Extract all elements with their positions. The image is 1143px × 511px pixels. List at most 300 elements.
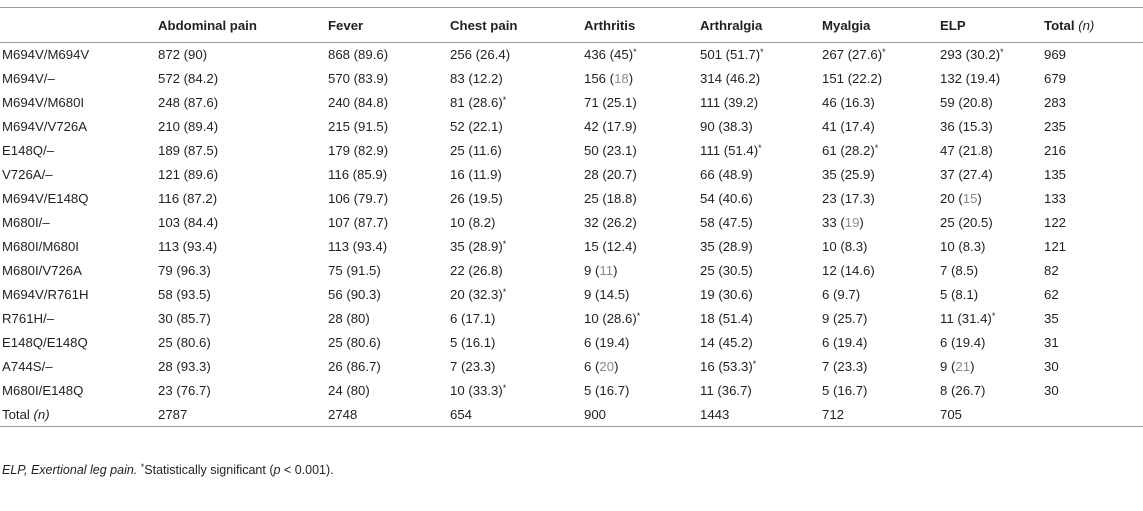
arthritis-cell [584, 139, 700, 163]
cell-value: 5 (8.1) [940, 287, 979, 302]
cell-value: 23 (17.3) [822, 191, 875, 206]
cell-value: 501 (51.7) [700, 47, 761, 63]
cell-value: 46 (16.3) [822, 95, 875, 110]
cell-value: 5 (16.7) [584, 383, 630, 398]
cell-close-paren: ) [628, 71, 634, 86]
significance-star: * [991, 311, 996, 321]
arthralgia-cell [700, 211, 822, 235]
cell-value: 10 (33.3) [450, 383, 503, 398]
total-cell: 679 [1044, 71, 1067, 86]
footnote-text: Statistically significant ( [144, 463, 274, 477]
cell-value: 83 (12.2) [450, 71, 503, 86]
cell-value: 106 (79.7) [328, 191, 389, 206]
cell-value: 9 (14.5) [584, 287, 630, 302]
arthralgia-cell [700, 283, 822, 307]
cell-value: 35 (28.9) [700, 239, 753, 254]
arthralgia-cell [700, 163, 822, 187]
total-cell: 216 [1044, 143, 1067, 158]
cell-value: 12 (14.6) [822, 263, 875, 278]
cell-value: 54 (40.6) [700, 191, 753, 206]
elp-cell [940, 91, 1044, 115]
table-row [0, 331, 1143, 355]
cell-value: 113 (93.4) [158, 239, 218, 254]
cell-value: 25 (18.8) [584, 191, 637, 206]
fever-cell [328, 91, 450, 115]
totals-label-n: (n) [33, 406, 50, 422]
arthralgia-cell [700, 307, 822, 331]
cell-value: 16 (53.3) [700, 359, 753, 374]
cell-value: 20 (32.3) [450, 287, 503, 302]
cell-value: 52 (22.1) [450, 119, 503, 134]
cell-value: 6 (9.7) [822, 287, 861, 302]
cell-value: 103 (84.4) [158, 215, 219, 230]
cell-value: 6 (17.1) [450, 311, 496, 326]
cell-percent-highlight: 19 [844, 215, 860, 230]
elp-cell [940, 211, 1044, 235]
cell-value: 6 ( [584, 359, 600, 374]
header-genotype [0, 8, 158, 43]
abdominal-pain-cell [158, 307, 328, 331]
genotype-cell: M694V/M680I [2, 95, 85, 110]
table-row [0, 163, 1143, 187]
table-row [0, 211, 1143, 235]
abdominal-pain-cell [158, 379, 328, 403]
myalgia-cell [822, 67, 940, 91]
chest-pain-cell [450, 379, 584, 403]
cell-value: 11 (36.7) [700, 383, 752, 398]
arthralgia-cell [700, 187, 822, 211]
arthritis-cell [584, 283, 700, 307]
arthralgia-cell [700, 259, 822, 283]
cell-value: 58 (47.5) [700, 215, 753, 230]
myalgia-cell [822, 235, 940, 259]
table-row [0, 43, 1143, 67]
genotype-cell: M694V/M694V [2, 47, 90, 63]
cell-value: 6 (19.4) [822, 335, 868, 350]
cell-value: 868 (89.6) [328, 47, 389, 63]
cell-value: 267 (27.6) [822, 47, 883, 63]
table-row [0, 235, 1143, 259]
cell-value: 79 (96.3) [158, 263, 211, 278]
total-cell: 82 [1044, 263, 1059, 278]
cell-value: 20 ( [940, 191, 963, 206]
abdominal-pain-cell [158, 355, 328, 379]
myalgia-cell [822, 91, 940, 115]
cell-value: 293 (30.2) [940, 47, 1001, 63]
abdominal-pain-cell [158, 283, 328, 307]
cell-percent-highlight: 20 [599, 359, 615, 374]
total-cell: 133 [1044, 191, 1067, 206]
genotype-cell: M680I/– [2, 215, 50, 230]
cell-value: 156 ( [584, 71, 615, 86]
cell-value: 28 (80) [328, 311, 370, 326]
significance-star: * [502, 95, 507, 105]
cell-value: 15 (12.4) [584, 239, 637, 254]
abdominal-pain-total-cell: 2787 [158, 403, 328, 427]
table-row [0, 91, 1143, 115]
cell-value: 436 (45) [584, 47, 634, 63]
total-cell: 283 [1044, 95, 1067, 110]
cell-value: 7 (23.3) [822, 359, 868, 374]
fever-cell [328, 379, 450, 403]
myalgia-cell [822, 115, 940, 139]
fever-cell [328, 187, 450, 211]
chest-pain-cell [450, 163, 584, 187]
header-total-label: Total [1044, 17, 1079, 33]
cell-value: 81 (28.6) [450, 95, 503, 110]
arthralgia-cell [700, 331, 822, 355]
footnote-star: * [140, 462, 145, 472]
cell-value: 10 (8.3) [822, 239, 868, 254]
chest-pain-cell [450, 307, 584, 331]
cell-value: 189 (87.5) [158, 143, 219, 158]
myalgia-total-cell: 712 [822, 403, 940, 427]
arthritis-cell [584, 43, 700, 67]
chest-pain-cell [450, 187, 584, 211]
cell-value: 10 (8.2) [450, 215, 496, 230]
fever-cell [328, 139, 450, 163]
cell-value: 7 (23.3) [450, 359, 496, 374]
cell-value: 8 (26.7) [940, 383, 986, 398]
total-cell: 121 [1044, 239, 1067, 254]
cell-value: 28 (93.3) [158, 359, 211, 374]
significance-star: * [752, 359, 757, 369]
cell-value: 6 (19.4) [584, 335, 630, 350]
genotype-cell: M680I/E148Q [2, 383, 84, 398]
cell-value: 19 (30.6) [700, 287, 753, 302]
myalgia-cell [822, 307, 940, 331]
genotype-cell: E148Q/– [2, 143, 55, 158]
chest-pain-cell [450, 259, 584, 283]
cell-value: 6 (19.4) [940, 335, 986, 350]
cell-value: 7 (8.5) [940, 263, 979, 278]
chest-pain-cell [450, 67, 584, 91]
arthralgia-cell [700, 235, 822, 259]
header-abdominal-pain: Abdominal pain [158, 8, 328, 43]
table-footnote [2, 463, 334, 477]
cell-value: 111 (51.4) [700, 143, 759, 158]
cell-value: 24 (80) [328, 383, 370, 398]
significance-star: * [758, 143, 762, 153]
arthralgia-cell [700, 91, 822, 115]
cell-value: 58 (93.5) [158, 287, 211, 302]
abdominal-pain-cell [158, 139, 328, 163]
cell-value: 14 (45.2) [700, 335, 753, 350]
fever-cell [328, 211, 450, 235]
total-cell: 35 [1044, 311, 1059, 326]
cell-value: 33 ( [822, 215, 845, 230]
table-row [0, 379, 1143, 403]
cell-value: 248 (87.6) [158, 95, 219, 110]
header-arthralgia: Arthralgia [700, 8, 822, 43]
arthralgia-cell [700, 115, 822, 139]
cell-value: 9 ( [584, 263, 600, 278]
arthritis-cell [584, 331, 700, 355]
genotype-cell: M680I/V726A [2, 263, 82, 278]
cell-close-paren: ) [614, 359, 619, 374]
abdominal-pain-cell [158, 163, 328, 187]
fever-cell [328, 259, 450, 283]
elp-cell [940, 259, 1044, 283]
significance-star: * [874, 143, 879, 153]
elp-cell [940, 283, 1044, 307]
arthralgia-cell [700, 379, 822, 403]
genotype-cell: R761H/– [2, 311, 55, 326]
abdominal-pain-cell [158, 331, 328, 355]
header-chest-pain: Chest pain [450, 8, 584, 43]
cell-close-paren: ) [613, 263, 618, 278]
myalgia-cell [822, 379, 940, 403]
cell-value: 25 (80.6) [328, 335, 381, 350]
significance-star: * [502, 287, 507, 297]
arthritis-cell [584, 187, 700, 211]
cell-percent-highlight: 18 [614, 71, 629, 86]
abdominal-pain-cell [158, 187, 328, 211]
total-cell: 122 [1044, 215, 1067, 230]
arthritis-cell [584, 163, 700, 187]
abdominal-pain-cell [158, 91, 328, 115]
abdominal-pain-cell [158, 115, 328, 139]
arthralgia-cell [700, 139, 822, 163]
cell-value: 32 (26.2) [584, 215, 637, 230]
fever-cell [328, 163, 450, 187]
cell-value: 210 (89.4) [158, 119, 219, 134]
genotype-cell: M680I/M680I [2, 239, 79, 254]
cell-value: 5 (16.1) [450, 335, 496, 350]
chest-pain-cell [450, 91, 584, 115]
chest-pain-cell [450, 211, 584, 235]
arthritis-cell [584, 67, 700, 91]
cell-value: 256 (26.4) [450, 47, 511, 63]
arthralgia-cell [700, 355, 822, 379]
table-row [0, 259, 1143, 283]
genotype-cell: V726A/– [2, 167, 53, 182]
myalgia-cell [822, 43, 940, 67]
arthritis-cell [584, 355, 700, 379]
cell-value: 35 (28.9) [450, 239, 503, 254]
cell-value: 10 (8.3) [940, 239, 986, 254]
elp-cell [940, 67, 1044, 91]
myalgia-cell [822, 139, 940, 163]
cell-value: 151 (22.2) [822, 71, 883, 86]
genotype-symptom-table [0, 7, 1143, 427]
elp-cell [940, 379, 1044, 403]
total-cell: 30 [1044, 359, 1059, 374]
elp-cell [940, 307, 1044, 331]
abdominal-pain-cell [158, 67, 328, 91]
table-row [0, 187, 1143, 211]
total-cell: 235 [1044, 119, 1067, 134]
table-body [0, 43, 1143, 427]
cell-value: 572 (84.2) [158, 71, 219, 86]
cell-percent-highlight: 11 [599, 263, 614, 278]
elp-cell [940, 115, 1044, 139]
fever-cell [328, 307, 450, 331]
cell-value: 25 (80.6) [158, 335, 211, 350]
cell-value: 56 (90.3) [328, 287, 381, 302]
cell-value: 116 (87.2) [158, 191, 218, 206]
cell-value: 36 (15.3) [940, 119, 993, 134]
cell-value: 111 (39.2) [700, 95, 759, 110]
cell-value: 66 (48.9) [700, 167, 753, 182]
genotype-cell: M694V/E148Q [2, 191, 89, 206]
significance-star: * [633, 47, 637, 58]
cell-value: 59 (20.8) [940, 95, 993, 110]
chest-pain-cell [450, 331, 584, 355]
arthritis-cell [584, 91, 700, 115]
table-row [0, 115, 1143, 139]
significance-star: * [882, 47, 886, 58]
chest-pain-total-cell: 654 [450, 403, 584, 427]
cell-value: 314 (46.2) [700, 71, 761, 86]
cell-value: 5 (16.7) [822, 383, 868, 398]
chest-pain-cell [450, 283, 584, 307]
cell-value: 121 (89.6) [158, 167, 219, 182]
cell-value: 26 (86.7) [328, 359, 381, 374]
totals-row [0, 403, 1143, 427]
chest-pain-cell [450, 43, 584, 67]
chest-pain-cell [450, 115, 584, 139]
cell-value: 41 (17.4) [822, 119, 875, 134]
arthralgia-cell [700, 67, 822, 91]
cell-close-paren: ) [977, 191, 982, 206]
abdominal-pain-cell [158, 235, 328, 259]
significance-star: * [636, 311, 641, 321]
header-row [0, 8, 1143, 43]
cell-value: 240 (84.8) [328, 95, 389, 110]
cell-value: 37 (27.4) [940, 167, 993, 182]
elp-cell [940, 331, 1044, 355]
cell-value: 107 (87.7) [328, 215, 389, 230]
header-elp: ELP [940, 8, 1044, 43]
cell-value: 25 (20.5) [940, 215, 993, 230]
elp-cell [940, 187, 1044, 211]
total-cell: 62 [1044, 287, 1059, 302]
totals-label: Total [2, 406, 34, 422]
significance-star: * [760, 47, 764, 58]
genotype-cell: M694V/R761H [2, 287, 89, 302]
table-row [0, 139, 1143, 163]
cell-value: 75 (91.5) [328, 263, 381, 278]
cell-value: 30 (85.7) [158, 311, 211, 326]
cell-value: 16 (11.9) [450, 167, 502, 182]
cell-value: 215 (91.5) [328, 119, 389, 134]
cell-value: 61 (28.2) [822, 143, 875, 158]
cell-value: 47 (21.8) [940, 143, 993, 158]
arthralgia-total-cell: 1443 [700, 403, 822, 427]
header-arthritis: Arthritis [584, 8, 700, 43]
fever-cell [328, 115, 450, 139]
elp-cell [940, 355, 1044, 379]
myalgia-cell [822, 283, 940, 307]
arthritis-cell [584, 307, 700, 331]
cell-close-paren: ) [970, 359, 975, 374]
myalgia-cell [822, 355, 940, 379]
header-fever: Fever [328, 8, 450, 43]
cell-value: 10 (28.6) [584, 311, 637, 326]
header-myalgia: Myalgia [822, 8, 940, 43]
footnote-text-end: < 0.001). [280, 463, 334, 477]
cell-percent-highlight: 21 [955, 359, 971, 374]
chest-pain-cell [450, 139, 584, 163]
cell-percent-highlight: 15 [962, 191, 978, 206]
significance-star: * [1000, 47, 1004, 58]
header-total-n: (n) [1078, 17, 1095, 33]
chest-pain-cell [450, 235, 584, 259]
cell-value: 23 (76.7) [158, 383, 211, 398]
arthritis-cell [584, 211, 700, 235]
cell-value: 71 (25.1) [584, 95, 637, 110]
total-cell: 31 [1044, 335, 1059, 350]
grand-total-cell [1044, 403, 1143, 427]
cell-value: 90 (38.3) [700, 119, 753, 134]
table-row [0, 307, 1143, 331]
cell-value: 18 (51.4) [700, 311, 753, 326]
elp-cell [940, 139, 1044, 163]
myalgia-cell [822, 331, 940, 355]
fever-cell [328, 283, 450, 307]
genotype-cell: M694V/– [2, 71, 55, 86]
cell-value: 22 (26.8) [450, 263, 503, 278]
abdominal-pain-cell [158, 259, 328, 283]
totals-label-cell [0, 403, 158, 427]
abdominal-pain-cell [158, 211, 328, 235]
fever-cell [328, 235, 450, 259]
header-total [1044, 8, 1143, 43]
total-cell: 135 [1044, 167, 1067, 182]
myalgia-cell [822, 211, 940, 235]
cell-close-paren: ) [859, 215, 864, 230]
arthritis-total-cell: 900 [584, 403, 700, 427]
significance-star: * [502, 239, 507, 249]
chest-pain-cell [450, 355, 584, 379]
cell-value: 570 (83.9) [328, 71, 389, 86]
total-cell: 30 [1044, 383, 1059, 398]
cell-value: 872 (90) [158, 47, 208, 63]
footnote-p-symbol: p [273, 463, 281, 477]
cell-value: 25 (30.5) [700, 263, 753, 278]
cell-value: 9 ( [940, 359, 956, 374]
fever-cell [328, 43, 450, 67]
table-row [0, 67, 1143, 91]
elp-cell [940, 163, 1044, 187]
fever-cell [328, 331, 450, 355]
myalgia-cell [822, 259, 940, 283]
myalgia-cell [822, 163, 940, 187]
genotype-cell: E148Q/E148Q [2, 335, 88, 350]
genotype-cell: M694V/V726A [2, 119, 88, 134]
significance-star: * [502, 383, 507, 393]
elp-total-cell: 705 [940, 403, 1044, 427]
cell-value: 11 (31.4) [940, 311, 992, 326]
fever-cell [328, 355, 450, 379]
elp-cell [940, 43, 1044, 67]
cell-value: 179 (82.9) [328, 143, 389, 158]
cell-value: 116 (85.9) [328, 167, 388, 182]
myalgia-cell [822, 187, 940, 211]
arthritis-cell [584, 379, 700, 403]
genotype-cell: A744S/– [2, 359, 53, 374]
total-cell: 969 [1044, 47, 1067, 63]
arthralgia-cell [700, 43, 822, 67]
cell-value: 50 (23.1) [584, 143, 637, 158]
cell-value: 26 (19.5) [450, 191, 503, 206]
cell-value: 132 (19.4) [940, 71, 1001, 86]
fever-total-cell: 2748 [328, 403, 450, 427]
arthritis-cell [584, 235, 700, 259]
cell-value: 113 (93.4) [328, 239, 388, 254]
cell-value: 9 (25.7) [822, 311, 868, 326]
